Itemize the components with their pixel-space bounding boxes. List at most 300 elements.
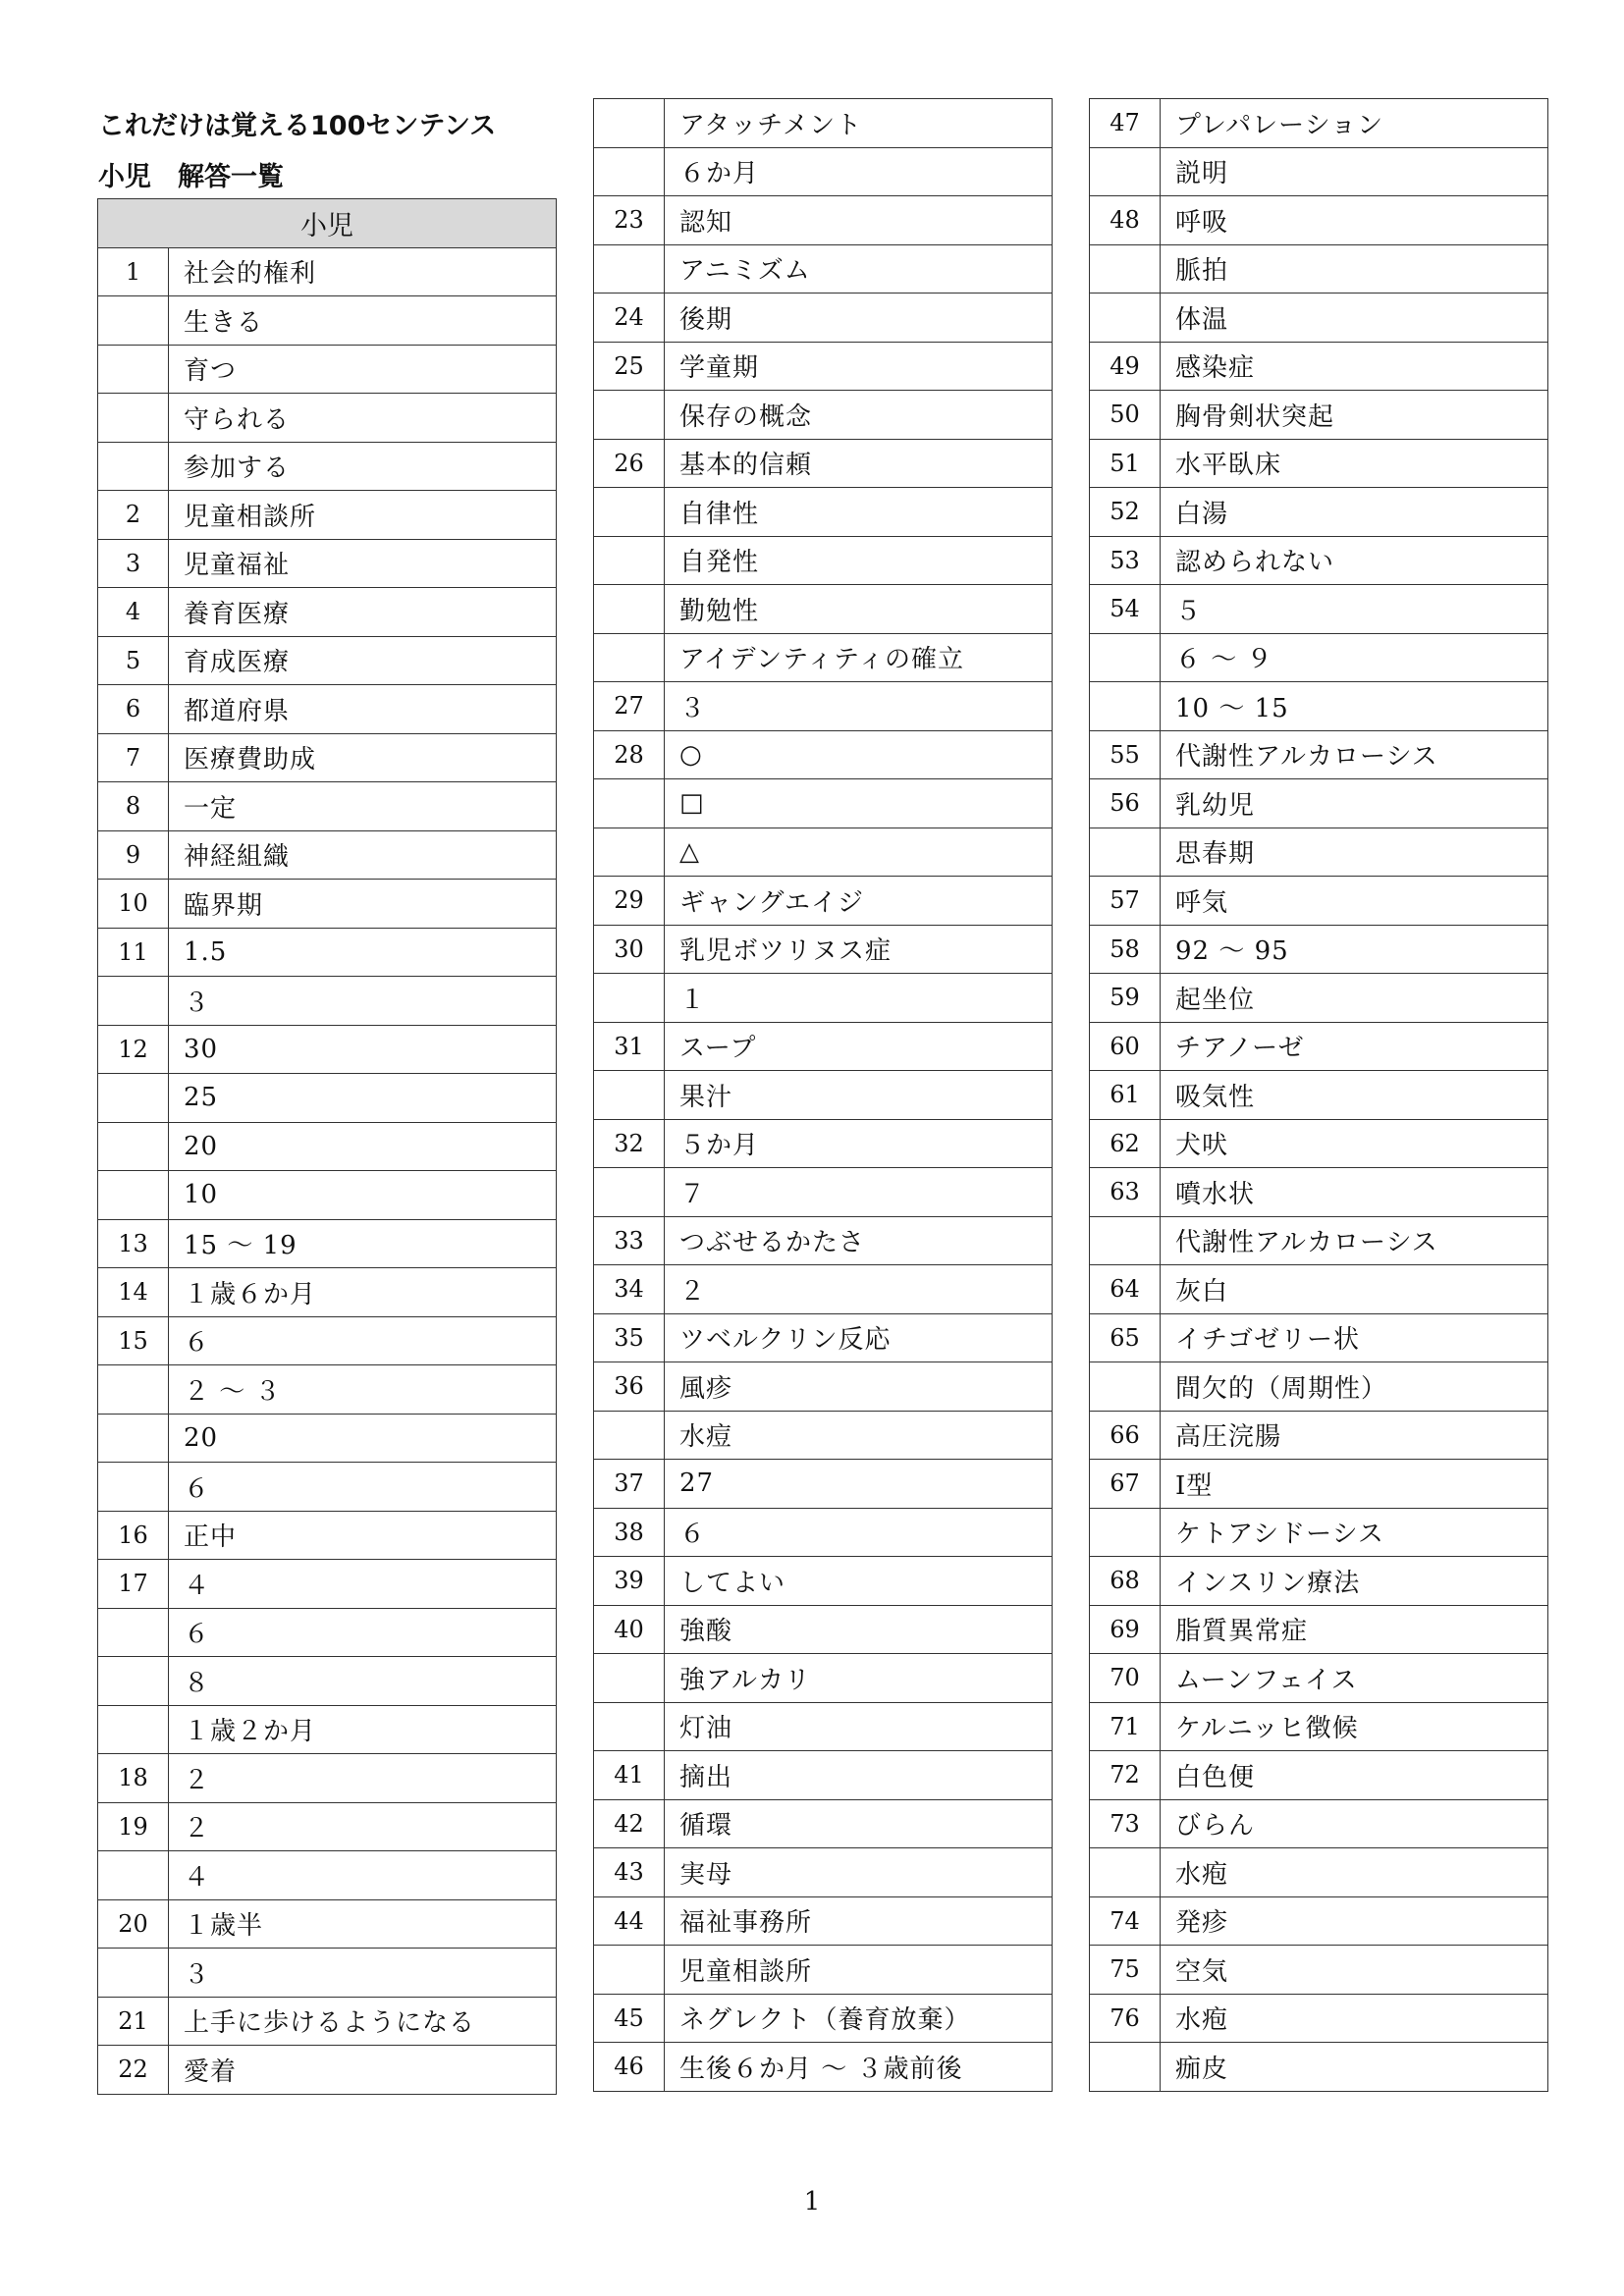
table-row — [594, 439, 1053, 488]
answer-text: してよい — [665, 1557, 1053, 1606]
question-number — [594, 391, 665, 440]
question-number: 68 — [1090, 1557, 1161, 1606]
table-row — [1090, 1411, 1548, 1460]
answer-text: 水平臥床 — [1161, 439, 1548, 488]
question-number: 56 — [1090, 779, 1161, 828]
question-number — [594, 536, 665, 585]
answer-text: 呼気 — [1161, 877, 1548, 926]
answer-text: 児童相談所 — [665, 1946, 1053, 1995]
answer-text: ４ — [169, 1560, 557, 1609]
question-number: 73 — [1090, 1799, 1161, 1848]
table-row — [594, 1411, 1053, 1460]
table-row — [98, 1511, 557, 1560]
question-number: 21 — [98, 1997, 169, 2046]
answer-table-column-1 — [97, 198, 557, 2095]
answer-text: ６ — [169, 1608, 557, 1657]
table-row — [98, 1657, 557, 1706]
answer-text: 30 — [169, 1025, 557, 1074]
question-number: 27 — [594, 682, 665, 731]
table-row — [594, 1216, 1053, 1265]
question-number: 63 — [1090, 1168, 1161, 1217]
question-number: 14 — [98, 1268, 169, 1317]
answer-text: ６ — [169, 1463, 557, 1512]
question-number — [98, 296, 169, 346]
answer-text: △ — [665, 828, 1053, 877]
question-number: 19 — [98, 1802, 169, 1851]
question-number: 60 — [1090, 1022, 1161, 1071]
answer-text: 実母 — [665, 1848, 1053, 1897]
question-number: 10 — [98, 880, 169, 929]
table-row — [594, 730, 1053, 779]
answer-text: 育つ — [169, 345, 557, 394]
question-number: 61 — [1090, 1071, 1161, 1120]
answer-text: 脈拍 — [1161, 244, 1548, 294]
table-row — [98, 1171, 557, 1220]
question-number: 47 — [1090, 99, 1161, 148]
answer-text: 果汁 — [665, 1071, 1053, 1120]
question-number: 35 — [594, 1313, 665, 1362]
question-number: 49 — [1090, 342, 1161, 391]
answer-text: 後期 — [665, 294, 1053, 343]
table-row — [1090, 1022, 1548, 1071]
question-number: 51 — [1090, 439, 1161, 488]
table-row — [1090, 1119, 1548, 1168]
answer-text: 都道府県 — [169, 685, 557, 734]
table-row — [1090, 1557, 1548, 1606]
answer-text: 医療費助成 — [169, 733, 557, 782]
question-number: 37 — [594, 1460, 665, 1509]
table-row — [98, 1705, 557, 1754]
question-number: 59 — [1090, 974, 1161, 1023]
answer-text: アニミズム — [665, 244, 1053, 294]
answer-text: 上手に歩けるようになる — [169, 1997, 557, 2046]
table-row — [98, 1316, 557, 1365]
answer-text: ５か月 — [665, 1119, 1053, 1168]
question-number: 33 — [594, 1216, 665, 1265]
answer-text: つぶせるかたさ — [665, 1216, 1053, 1265]
table-row — [594, 488, 1053, 537]
question-number: 55 — [1090, 730, 1161, 779]
table-row — [98, 539, 557, 588]
table-row — [1090, 2043, 1548, 2092]
question-number: 36 — [594, 1362, 665, 1412]
question-number — [98, 1171, 169, 1220]
table-row — [1090, 1848, 1548, 1897]
table-row — [1090, 1702, 1548, 1751]
table-row — [1090, 391, 1548, 440]
answer-text: 発疹 — [1161, 1896, 1548, 1946]
table-row — [594, 585, 1053, 634]
answer-text: 白湯 — [1161, 488, 1548, 537]
question-number: 7 — [98, 733, 169, 782]
answer-text: 痂皮 — [1161, 2043, 1548, 2092]
answer-text: 自律性 — [665, 488, 1053, 537]
question-number: 15 — [98, 1316, 169, 1365]
table-row — [1090, 974, 1548, 1023]
answer-text: 愛着 — [169, 2046, 557, 2095]
table-row — [98, 1560, 557, 1609]
table-row — [98, 588, 557, 637]
table-row — [1090, 1605, 1548, 1654]
question-number: 4 — [98, 588, 169, 637]
question-number: 74 — [1090, 1896, 1161, 1946]
question-number: 69 — [1090, 1605, 1161, 1654]
answer-text: ケルニッヒ徴候 — [1161, 1702, 1548, 1751]
answer-text: イチゴゼリー状 — [1161, 1313, 1548, 1362]
answer-text: ８ — [169, 1657, 557, 1706]
answer-text: ６ ～ ９ — [1161, 633, 1548, 682]
table-row — [98, 880, 557, 929]
answer-text: 風疹 — [665, 1362, 1053, 1412]
table-row — [98, 733, 557, 782]
answer-text: 感染症 — [1161, 342, 1548, 391]
answer-text: ケトアシドーシス — [1161, 1508, 1548, 1557]
table-row — [594, 1168, 1053, 1217]
answer-text: 児童福祉 — [169, 539, 557, 588]
answer-text: ５ — [1161, 585, 1548, 634]
question-number: 12 — [98, 1025, 169, 1074]
question-number — [1090, 2043, 1161, 2092]
page-subtitle: 小児 解答一覧 — [98, 162, 284, 192]
answer-text: 白色便 — [1161, 1751, 1548, 1800]
question-number: 40 — [594, 1605, 665, 1654]
question-number: 65 — [1090, 1313, 1161, 1362]
table-row — [98, 247, 557, 296]
answer-text: 体温 — [1161, 294, 1548, 343]
table-row — [594, 1508, 1053, 1557]
answer-text: 代謝性アルカローシス — [1161, 730, 1548, 779]
question-number: 50 — [1090, 391, 1161, 440]
table-row — [1090, 1362, 1548, 1412]
table-row — [98, 1802, 557, 1851]
answer-text: 思春期 — [1161, 828, 1548, 877]
question-number: 58 — [1090, 925, 1161, 974]
question-number — [594, 1411, 665, 1460]
table-row — [1090, 488, 1548, 537]
table-row — [1090, 1071, 1548, 1120]
table-row — [594, 1119, 1053, 1168]
question-number: 8 — [98, 782, 169, 831]
question-number — [594, 99, 665, 148]
answer-text: 吸気性 — [1161, 1071, 1548, 1120]
question-number — [1090, 633, 1161, 682]
table-row — [1090, 342, 1548, 391]
table-row — [1090, 1265, 1548, 1314]
table-row — [98, 442, 557, 491]
answer-text: 自発性 — [665, 536, 1053, 585]
answer-text: 乳児ボツリヌス症 — [665, 925, 1053, 974]
table-row — [594, 2043, 1053, 2092]
question-number: 29 — [594, 877, 665, 926]
answer-text: 間欠的（周期性） — [1161, 1362, 1548, 1412]
question-number: 3 — [98, 539, 169, 588]
question-number: 64 — [1090, 1265, 1161, 1314]
answer-text: 高圧浣腸 — [1161, 1411, 1548, 1460]
answer-text: ２ ～ ３ — [169, 1365, 557, 1415]
table-row — [98, 636, 557, 685]
table-row — [98, 296, 557, 346]
table-row — [98, 977, 557, 1026]
question-number — [98, 1851, 169, 1900]
answer-text: 25 — [169, 1074, 557, 1123]
answer-text: 説明 — [1161, 147, 1548, 196]
answer-table-column-2 — [593, 98, 1053, 2092]
table-row — [594, 1557, 1053, 1606]
question-number — [1090, 294, 1161, 343]
question-number — [594, 585, 665, 634]
answer-text: 15 ～ 19 — [169, 1219, 557, 1268]
answer-text: ３ — [169, 977, 557, 1026]
answer-text: 強酸 — [665, 1605, 1053, 1654]
question-number: 20 — [98, 1899, 169, 1949]
question-number: 30 — [594, 925, 665, 974]
table-row — [1090, 1460, 1548, 1509]
answer-text: 生きる — [169, 296, 557, 346]
question-number: 22 — [98, 2046, 169, 2095]
table-row — [1090, 1654, 1548, 1703]
answer-text: ２ — [665, 1265, 1053, 1314]
question-number: 62 — [1090, 1119, 1161, 1168]
table-row — [98, 394, 557, 443]
table-row — [98, 1851, 557, 1900]
question-number — [594, 1702, 665, 1751]
answer-text: 社会的権利 — [169, 247, 557, 296]
table-row — [1090, 294, 1548, 343]
answer-text: 水疱 — [1161, 1848, 1548, 1897]
answer-text: 水痘 — [665, 1411, 1053, 1460]
table-row — [1090, 439, 1548, 488]
table-row — [1090, 682, 1548, 731]
question-number: 23 — [594, 196, 665, 245]
answer-text: 参加する — [169, 442, 557, 491]
answer-text: ２ — [169, 1754, 557, 1803]
table-row — [1090, 244, 1548, 294]
table-row — [594, 828, 1053, 877]
table-row — [594, 391, 1053, 440]
answer-text: スープ — [665, 1022, 1053, 1071]
question-number — [594, 974, 665, 1023]
question-number — [594, 828, 665, 877]
table-row — [594, 1605, 1053, 1654]
answer-text: インスリン療法 — [1161, 1557, 1548, 1606]
answer-text: 犬吠 — [1161, 1119, 1548, 1168]
table-row — [1090, 585, 1548, 634]
question-number: 67 — [1090, 1460, 1161, 1509]
table-row — [594, 633, 1053, 682]
question-number — [98, 1365, 169, 1415]
table-row — [594, 1022, 1053, 1071]
answer-text: 噴水状 — [1161, 1168, 1548, 1217]
table-row — [1090, 196, 1548, 245]
table-row — [1090, 1994, 1548, 2043]
answer-text: 脂質異常症 — [1161, 1605, 1548, 1654]
answer-text: 92 ～ 95 — [1161, 925, 1548, 974]
table-row — [1090, 633, 1548, 682]
answer-text: 神経組織 — [169, 830, 557, 880]
answer-text: １歳２か月 — [169, 1705, 557, 1754]
answer-text: ツベルクリン反応 — [665, 1313, 1053, 1362]
answer-text: Ⅰ型 — [1161, 1460, 1548, 1509]
question-number: 17 — [98, 1560, 169, 1609]
question-number — [98, 1949, 169, 1998]
question-number: 53 — [1090, 536, 1161, 585]
table-row — [1090, 536, 1548, 585]
answer-text: 生後６か月 ～ ３歳前後 — [665, 2043, 1053, 2092]
table-row — [1090, 147, 1548, 196]
answer-text: 1.5 — [169, 928, 557, 977]
table-row — [594, 1751, 1053, 1800]
question-number — [1090, 828, 1161, 877]
table-row — [594, 1946, 1053, 1995]
question-number — [98, 977, 169, 1026]
question-number: 43 — [594, 1848, 665, 1897]
question-number — [98, 1074, 169, 1123]
answer-text: びらん — [1161, 1799, 1548, 1848]
question-number: 48 — [1090, 196, 1161, 245]
answer-text: 代謝性アルカローシス — [1161, 1216, 1548, 1265]
table-row — [1090, 828, 1548, 877]
answer-text: 臨界期 — [169, 880, 557, 929]
question-number: 13 — [98, 1219, 169, 1268]
question-number: 26 — [594, 439, 665, 488]
table-row — [594, 1654, 1053, 1703]
table-row — [1090, 1313, 1548, 1362]
answer-text: 灰白 — [1161, 1265, 1548, 1314]
table-row — [98, 1463, 557, 1512]
table-row — [98, 1122, 557, 1171]
question-number — [594, 779, 665, 828]
answer-text: ３ — [169, 1949, 557, 1998]
table-row — [594, 1071, 1053, 1120]
table-row — [98, 685, 557, 734]
question-number: 71 — [1090, 1702, 1161, 1751]
answer-text: 摘出 — [665, 1751, 1053, 1800]
table-row — [594, 1896, 1053, 1946]
table-row — [98, 928, 557, 977]
answer-text: ギャングエイジ — [665, 877, 1053, 926]
table-row — [1090, 1216, 1548, 1265]
answer-text: ３ — [665, 682, 1053, 731]
table-row — [594, 99, 1053, 148]
table-row — [98, 1268, 557, 1317]
table-row — [98, 1754, 557, 1803]
answer-text: アタッチメント — [665, 99, 1053, 148]
table-row — [1090, 779, 1548, 828]
question-number: 24 — [594, 294, 665, 343]
table-row — [594, 294, 1053, 343]
answer-text: 20 — [169, 1414, 557, 1463]
table-row — [98, 1219, 557, 1268]
question-number — [1090, 1216, 1161, 1265]
table-row — [1090, 99, 1548, 148]
question-number: 57 — [1090, 877, 1161, 926]
answer-text: 10 — [169, 1171, 557, 1220]
question-number: 76 — [1090, 1994, 1161, 2043]
question-number: 32 — [594, 1119, 665, 1168]
question-number: 25 — [594, 342, 665, 391]
question-number: 34 — [594, 1265, 665, 1314]
question-number: 2 — [98, 491, 169, 540]
answer-text: ６ — [169, 1316, 557, 1365]
question-number: 11 — [98, 928, 169, 977]
answer-text: １歳半 — [169, 1899, 557, 1949]
question-number: 16 — [98, 1511, 169, 1560]
answer-text: ６か月 — [665, 147, 1053, 196]
question-number: 54 — [1090, 585, 1161, 634]
table-row — [1090, 1508, 1548, 1557]
question-number — [594, 633, 665, 682]
question-number — [98, 442, 169, 491]
table-row — [594, 779, 1053, 828]
answer-text: □ — [665, 779, 1053, 828]
question-number: 39 — [594, 1557, 665, 1606]
answer-text: 乳幼児 — [1161, 779, 1548, 828]
answer-text: 勤勉性 — [665, 585, 1053, 634]
question-number — [594, 1071, 665, 1120]
answer-text: 胸骨剣状突起 — [1161, 391, 1548, 440]
table-row — [594, 925, 1053, 974]
question-number: 18 — [98, 1754, 169, 1803]
table-row — [1090, 1896, 1548, 1946]
answer-text: ２ — [169, 1802, 557, 1851]
question-number — [594, 1654, 665, 1703]
question-number — [98, 1705, 169, 1754]
question-number: 45 — [594, 1994, 665, 2043]
question-number — [594, 1168, 665, 1217]
answer-text: 育成医療 — [169, 636, 557, 685]
answer-text: 正中 — [169, 1511, 557, 1560]
table-row — [1090, 1946, 1548, 1995]
answer-text: 守られる — [169, 394, 557, 443]
table-row — [594, 1848, 1053, 1897]
question-number — [594, 244, 665, 294]
table-row — [98, 345, 557, 394]
answer-text: 強アルカリ — [665, 1654, 1053, 1703]
answer-text: 一定 — [169, 782, 557, 831]
answer-text: 福祉事務所 — [665, 1896, 1053, 1946]
answer-text: 灯油 — [665, 1702, 1053, 1751]
table-row — [1090, 1799, 1548, 1848]
answer-table-column-3 — [1089, 98, 1548, 2092]
table-row — [1090, 730, 1548, 779]
answer-text: 27 — [665, 1460, 1053, 1509]
answer-text: ４ — [169, 1851, 557, 1900]
table-row — [1090, 1168, 1548, 1217]
table-row — [1090, 925, 1548, 974]
table-row — [594, 1313, 1053, 1362]
answer-text: 起坐位 — [1161, 974, 1548, 1023]
question-number: 41 — [594, 1751, 665, 1800]
answer-text: ○ — [665, 730, 1053, 779]
question-number — [98, 345, 169, 394]
table-row — [98, 1025, 557, 1074]
question-number — [594, 488, 665, 537]
table-row — [98, 1365, 557, 1415]
question-number — [1090, 244, 1161, 294]
table-row — [594, 974, 1053, 1023]
answer-text: 養育医療 — [169, 588, 557, 637]
answer-text: アイデンティティの確立 — [665, 633, 1053, 682]
page-number: 1 — [803, 2187, 821, 2216]
answer-text: ６ — [665, 1508, 1053, 1557]
question-number: 31 — [594, 1022, 665, 1071]
table-row — [594, 1460, 1053, 1509]
question-number: 28 — [594, 730, 665, 779]
table-row — [594, 1994, 1053, 2043]
question-number — [594, 147, 665, 196]
table-row — [594, 1702, 1053, 1751]
question-number — [98, 1608, 169, 1657]
